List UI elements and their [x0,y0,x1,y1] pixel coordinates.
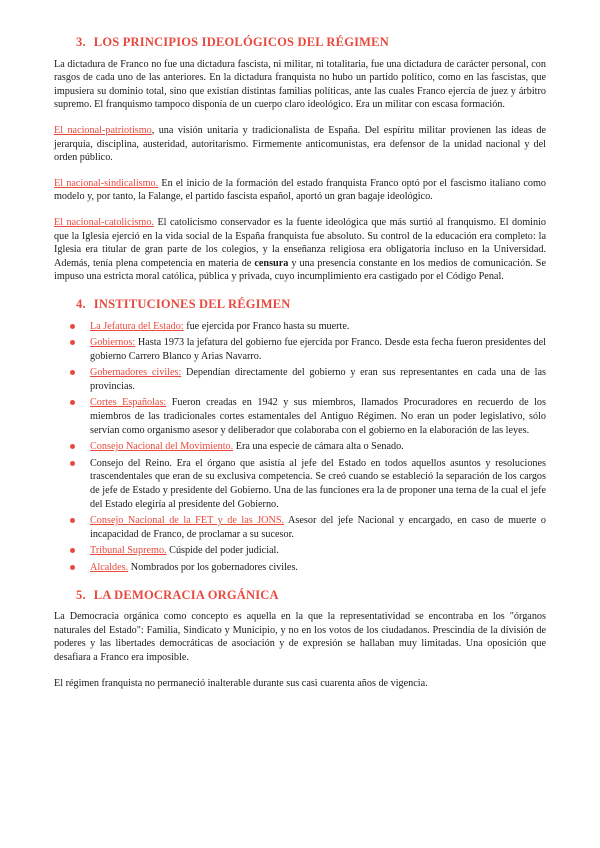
bullet-icon [70,565,75,570]
bullet-icon [70,400,75,405]
bullet-icon [70,370,75,375]
section-democracia-organica [54,589,546,691]
section-heading: 5. LA DEMOCRACIA ORGÁNICA [76,587,279,602]
intro-paragraph: La dictadura de Franco no fue una dictadura fascista, ni militar, ni totalitaria, fue una dictadura de carácter personal, con rasgos de cada uno de las anteriores. En la dictadura franquista no hubo un partido político, como en las fascistas, que impusiera su dominio total, sino que existían distintas familias políticas, ante las cuales Franco ejercía de juez y árbitro supremo. El franquismo tampoco disponía de un cuerpo claro ideológico. Era un militar con escasa formación. [54,58,546,111]
list-item: Alcaldes. Nombrados por los gobernadores civiles. [70,561,546,575]
section-heading: 4. INSTITUCIONES DEL RÉGIMEN [76,296,291,311]
bullet-icon [70,548,75,553]
list-item: Tribunal Supremo. Cúspide del poder judicial. [70,544,546,558]
section-heading: 3. LOS PRINCIPIOS IDEOLÓGICOS DEL RÉGIMEN [76,35,389,49]
section-principios [54,36,546,284]
term-link: El nacional-catolicismo. [54,216,154,228]
list-item: Consejo Nacional de la FET y de las JONS. Asesor del jefe Nacional y encargado, en caso de muerte o incapacidad de Franco, de proclamar a su sucesor. [70,514,546,541]
list-item: Gobiernos: Hasta 1973 la jefatura del gobierno fue ejercida por Franco. Desde esta fecha fueron presidentes del gobierno Carrero Blanco y Arias Navarro. [70,336,546,363]
paragraph-democracia: La Democracia orgánica como concepto es aquella en la que la representatividad se encontraba en los "órganos naturales del Estado": Familia, Sindicato y Municipio, y no en los votos de los ciudadanos. Prescindía de la división de poderes y las libertades democráticas de asociación y de expresión se hallaban muy limitadas. Una oposición que desafiara a Franco era imposible. [54,611,546,663]
paragraph-nacional-patriotismo: El nacional-patriotismo, una visión unitaria y tradicionalista de España. Del espíritu militar provienen las ideas de jerarquía, disciplina, austeridad, autoritarismo. Firmemente anticomunistas, era defensor de la unidad nacional y del orden público. [54,124,547,164]
bullet-icon [70,444,75,449]
list-item: Gobernadores civiles: Dependían directamente del gobierno y eran sus representantes en cada una de las provincias. [70,366,546,393]
list-item: Consejo Nacional del Movimiento. Era una especie de cámara alta o Senado. [70,440,546,454]
term-link: El nacional-patriotismo [54,124,152,136]
list-item: La Jefatura del Estado: fue ejercida por Franco hasta su muerte. [70,320,546,334]
list-item: Consejo del Reino. Era el órgano que asistía al jefe del Estado en todos aquellos asuntos y resoluciones trascendentales que eran de su exclusiva competencia. Se creó cuando se estableció la separación de los cargos de jefe de Estado y presidente del Gobierno. Una de las funciones era la de proponer una terna de la cual el jefe del Estado elegiría al presidente del Gobierno. [70,457,546,511]
section-instituciones [54,298,546,575]
term-link: El nacional-sindicalismo. [54,177,159,189]
bullet-icon [70,340,75,345]
paragraph-nacional-sindicalismo: El nacional-sindicalismo. En el inicio de la formación del estado franquista Franco optó por el fascismo italiano como modelo y, por tanto, la Falange, el partido fascista español, aportó un gran bagaje ideológico. [54,177,547,203]
institutions-list [54,320,546,575]
bullet-icon [70,461,75,466]
list-item: Cortes Españolas: Fueron creadas en 1942 y sus miembros, llamados Procuradores en recuerdo de los miembros de las tradicionales cortes estamentales del Antiguo Régimen. No eran un poder legislativo, sólo servían como organismo asesor y deliberador que colaboraba con el gobierno en la elaboración de las leyes. [70,396,546,437]
bullet-icon [70,518,75,523]
bullet-icon [70,324,75,329]
paragraph-conclusion: El régimen franquista no permaneció inalterable durante sus casi cuarenta años de vigencia. [54,677,428,689]
paragraph-nacional-catolicismo: El nacional-catolicismo. El catolicismo conservador es la fuente ideológica que más surtió al franquismo. El dominio que la Iglesia ejerció en la vida social de la España franquista fue absoluto. Su control de la educación era completo: la Iglesia era titular de gran parte de los colegios, y la enseñanza religiosa era obligatoria incluso en la Universidad. Además, tenía plena competencia en materia de censura y una presencia constante en los medios de comunicación. Se impuso una estricta moral católica, pública y privada, cuyo incumplimiento era castigado por el Código Penal. [54,216,546,283]
